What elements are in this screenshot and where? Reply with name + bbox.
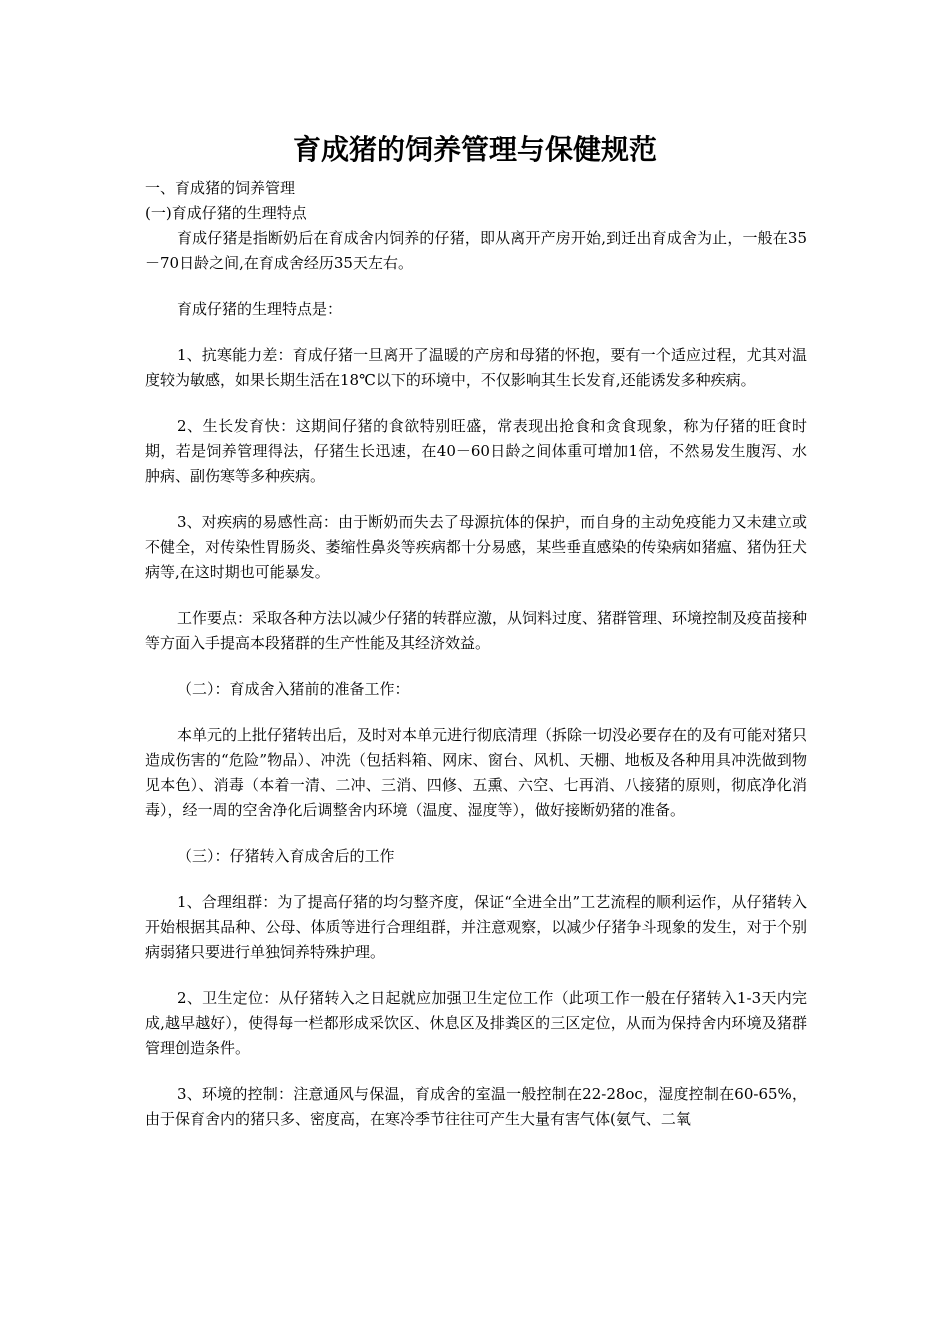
paragraph-growth: 2、生长发育快：这期间仔猪的食欲特别旺盛，常表现出抢食和贪食现象，称为仔猪的旺食时期，若是饲养管理得法，仔猪生长迅速，在40－60日龄之间体重可增加1倍，不然易发生腹泻、水肿病、副伤寒等多种疾病。 [145, 417, 807, 485]
paragraph-spacer [145, 1061, 807, 1082]
paragraph-characteristics-intro: 育成仔猪的生理特点是： [177, 300, 343, 318]
paragraph-spacer [145, 702, 807, 723]
paragraph-definition: 育成仔猪是指断奶后在育成舍内饲养的仔猪，即从离开产房开始,到迁出育成舍为止，一般在35－70日龄之间,在育成舍经历35天左右。 [145, 229, 807, 272]
paragraph-heading-preparation: （二）：育成舍入猪前的准备工作： [177, 680, 410, 698]
paragraph-cold-resistance: 1、抗寒能力差：育成仔猪一旦离开了温暖的产房和母猪的怀抱，要有一个适应过程，尤其对温度较为敏感，如果长期生活在18℃以下的环境中，不仅影响其生长发育,还能诱发多种疾病。 [145, 346, 807, 389]
section-heading: 一、育成猪的饲养管理 [145, 179, 296, 197]
paragraph-grouping: 1、合理组群：为了提高仔猪的均匀整齐度，保证“全进全出”工艺流程的顺利运作，从仔猪转入开始根据其品种、公母、体质等进行合理组群，并注意观察，以减少仔猪争斗现象的发生，对于个别病弱猪只要进行单独饲养特殊护理。 [145, 893, 807, 961]
paragraph-preparation: 本单元的上批仔猪转出后，及时对本单元进行彻底清理（拆除一切没必要存在的及有可能对猪只造成伤害的“危险”物品）、冲洗（包括料箱、网床、窗台、风机、天棚、地板及各种用具冲洗做到物见本色）、消毒（本着一清、二冲、三消、四修、五熏、六空、七再消、八接猪的原则，彻底净化消毒），经一周的空舍净化后调整舍内环境（温度、湿度等），做好接断奶猪的准备。 [145, 726, 808, 819]
paragraph-spacer [145, 322, 807, 343]
paragraph-heading-after-transfer: （三）：仔猪转入育成舍后的工作 [177, 847, 395, 865]
document-title: 育成猪的饲养管理与保健规范 [292, 133, 657, 166]
paragraph-work-points: 工作要点：采取各种方法以减少仔猪的转群应激，从饲料过度、猪群管理、环境控制及疫苗接种等方面入手提高本段猪群的生产性能及其经济效益。 [145, 609, 808, 652]
paragraph-environment: 3、环境的控制：注意通风与保温，育成舍的室温一般控制在22-28oc，湿度控制在60-65%，由于保育舍内的猪只多、密度高，在寒冷季节往往可产生大量有害气体(氨气、二氧 [145, 1085, 807, 1128]
paragraph-hygiene: 2、卫生定位：从仔猪转入之日起就应加强卫生定位工作（此项工作一般在仔猪转入1-3天内完成,越早越好），使得每一栏都形成采饮区、休息区及排粪区的三区定位，从而为保持舍内环境及猪群管理创造条件。 [145, 989, 807, 1057]
paragraph-spacer [145, 965, 807, 986]
paragraph-spacer [145, 585, 807, 606]
subsection-heading: (一)育成仔猪的生理特点 [145, 204, 307, 222]
document-body [145, 176, 807, 1132]
paragraph-spacer [145, 489, 807, 510]
paragraph-spacer [145, 393, 807, 414]
paragraph-spacer [145, 656, 807, 677]
paragraph-spacer [145, 276, 807, 297]
paragraph-spacer [145, 869, 807, 890]
paragraph-spacer [145, 823, 807, 844]
paragraph-disease-susceptibility: 3、对疾病的易感性高：由于断奶而失去了母源抗体的保护，而自身的主动免疫能力又未建立或不健全，对传染性胃肠炎、萎缩性鼻炎等疾病都十分易感，某些垂直感染的传染病如猪瘟、猪伪狂犬病等,在这时期也可能暴发。 [145, 513, 807, 581]
